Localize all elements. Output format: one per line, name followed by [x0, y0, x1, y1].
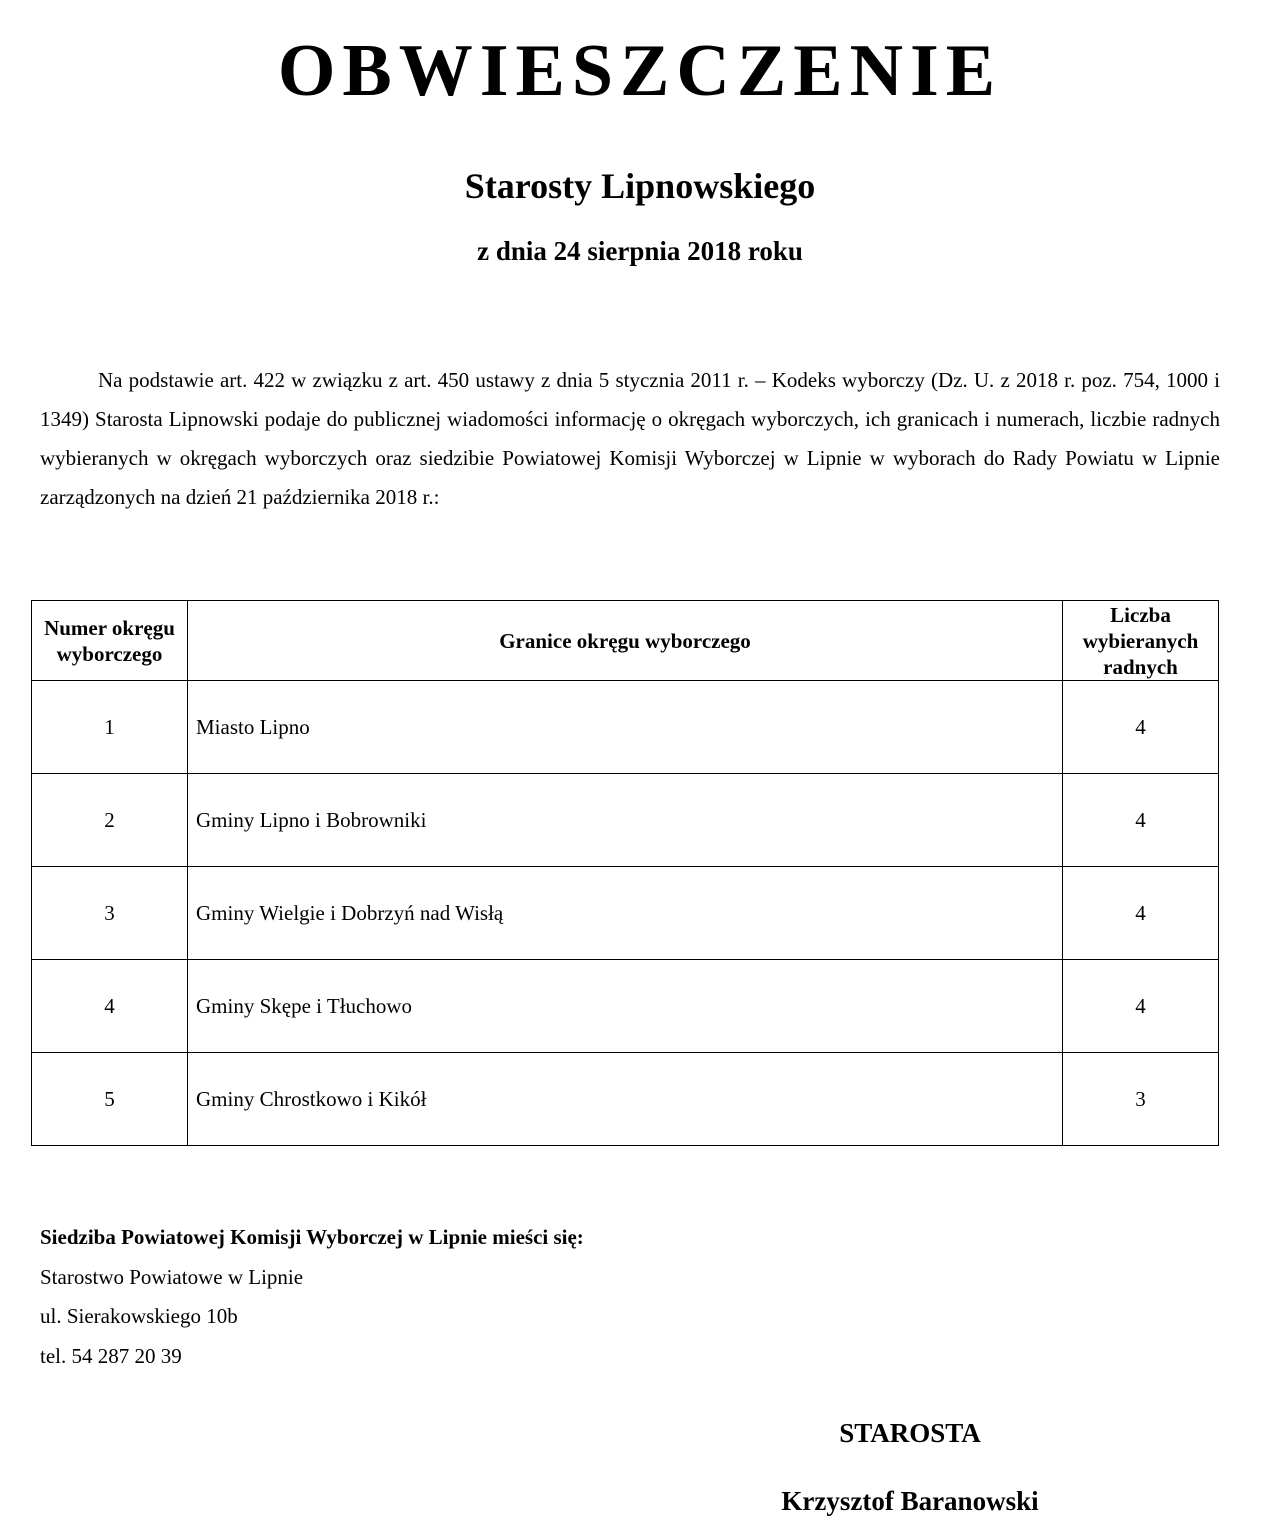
district-number: 1	[32, 681, 188, 774]
district-boundaries: Gminy Chrostkowo i Kikół	[188, 1053, 1063, 1146]
districts-table	[31, 600, 1219, 1146]
district-boundaries: Gminy Wielgie i Dobrzyń nad Wisłą	[188, 867, 1063, 960]
signature-name: Krzysztof Baranowski	[781, 1486, 1039, 1516]
table-row	[32, 960, 1219, 1053]
district-number: 2	[32, 774, 188, 867]
table-row	[32, 1053, 1219, 1146]
councillors-count: 4	[1063, 774, 1219, 867]
district-number: 3	[32, 867, 188, 960]
district-boundaries: Gminy Lipno i Bobrowniki	[188, 774, 1063, 867]
commission-seat	[40, 1218, 584, 1376]
seat-street: ul. Sierakowskiego 10b	[40, 1304, 238, 1328]
councillors-count: 4	[1063, 960, 1219, 1053]
signature-title: STAROSTA	[839, 1418, 981, 1448]
header-district-number: Numer okręgu wyborczego	[32, 601, 188, 681]
district-boundaries: Gminy Skępe i Tłuchowo	[188, 960, 1063, 1053]
document-subtitle: Starosty Lipnowskiego	[464, 166, 816, 206]
district-boundaries: Miasto Lipno	[188, 681, 1063, 774]
councillors-count: 3	[1063, 1053, 1219, 1146]
table-header-row	[32, 601, 1219, 681]
councillors-count: 4	[1063, 681, 1219, 774]
seat-heading: Siedziba Powiatowej Komisji Wyborczej w Lipnie mieści się:	[40, 1225, 584, 1249]
councillors-count: 4	[1063, 867, 1219, 960]
district-number: 5	[32, 1053, 188, 1146]
district-number: 4	[32, 960, 188, 1053]
header-councillors-count: Liczba wybieranych radnych	[1063, 601, 1219, 681]
document-date: z dnia 24 sierpnia 2018 roku	[477, 236, 803, 266]
table-row	[32, 774, 1219, 867]
document-title: OBWIESZCZENIE	[277, 30, 1003, 112]
seat-phone: tel. 54 287 20 39	[40, 1343, 182, 1368]
header-district-boundaries: Granice okręgu wyborczego	[188, 601, 1063, 681]
seat-office: Starostwo Powiatowe w Lipnie	[40, 1264, 304, 1289]
table-row	[32, 681, 1219, 774]
intro-paragraph: Na podstawie art. 422 w związku z art. 450 ustawy z dnia 5 stycznia 2011 r. – Kodeks wyborczy (Dz. U. z 2018 r. poz. 754, 1000 i 1349) Starosta Lipnowski podaje do publicznej wiadomości informację o okręgach wyborczych, ich granicach i numerach, liczbie radnych wybieranych w okręgach wyborczych oraz siedzibie Powiatowej Komisji Wyborczej w Lipnie w wyborach do Rady Powiatu w Lipnie zarządzonych na dzień 21 października 2018 r.:	[40, 368, 1220, 509]
table-row	[32, 867, 1219, 960]
